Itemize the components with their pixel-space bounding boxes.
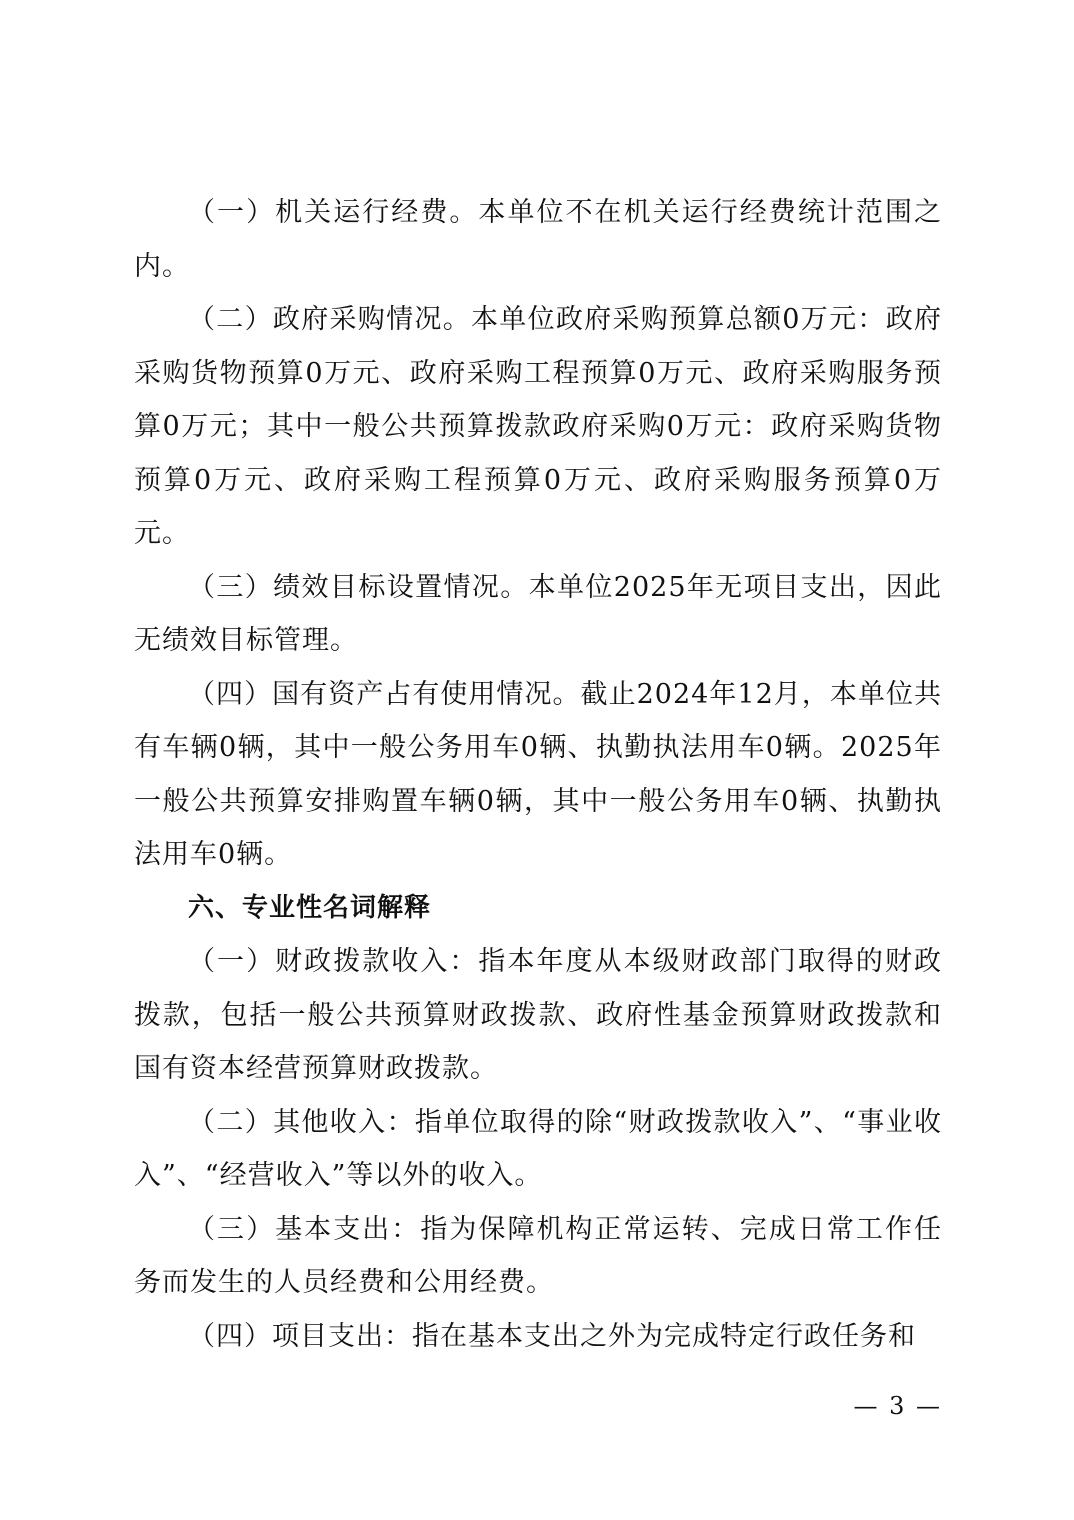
paragraph-state-assets: （四）国有资产占有使用情况。截止2024年12月，本单位共有车辆0辆，其中一般公务用车0辆、执勤执法用车0辆。2025年一般公共预算安排购置车辆0辆，其中一般公务用车0辆、执勤执法用车0辆。 [134,678,942,870]
paragraph-performance-goals: （三）绩效目标设置情况。本单位2025年无项目支出，因此无绩效目标管理。 [134,571,942,656]
document-body [134,186,942,1363]
paragraph-other-income: （二）其他收入：指单位取得的除“财政拨款收入”、“事业收入”、“经营收入”等以外的收入。 [134,1106,942,1191]
section-heading-terms: 六、专业性名词解释 [188,892,432,923]
paragraph-fiscal-appropriation-income: （一）财政拨款收入：指本年度从本级财政部门取得的财政拨款，包括一般公共预算财政拨款、政府性基金预算财政拨款和国有资本经营预算财政拨款。 [134,946,942,1084]
page-number: — 3 — [853,1392,942,1420]
paragraph-project-expenditure: （四）项目支出：指在基本支出之外为完成特定行政任务和 [188,1320,916,1352]
paragraph-basic-expenditure: （三）基本支出：指为保障机构正常运转、完成日常工作任务而发生的人员经费和公用经费。 [134,1213,942,1298]
paragraph-government-procurement: （二）政府采购情况。本单位政府采购预算总额0万元：政府采购货物预算0万元、政府采购工程预算0万元、政府采购服务预算0万元；其中一般公共预算拨款政府采购0万元：政府采购货物预算0万元、政府采购工程预算0万元、政府采购服务预算0万元。 [134,304,942,549]
paragraph-operating-funds: （一）机关运行经费。本单位不在机关运行经费统计范围之内。 [134,197,942,282]
